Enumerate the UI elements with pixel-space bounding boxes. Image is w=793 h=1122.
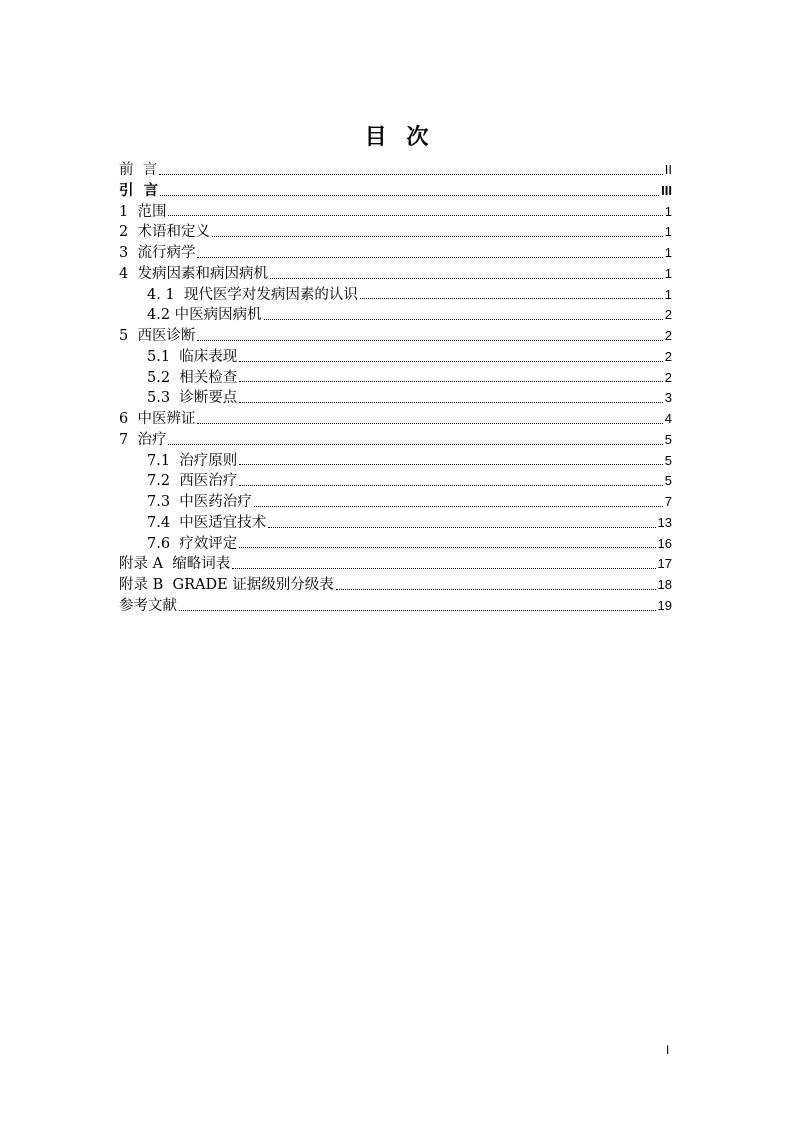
toc-entry-page: 17 xyxy=(657,556,672,572)
dot-leader xyxy=(232,554,655,569)
table-of-contents xyxy=(119,160,672,617)
dot-leader xyxy=(239,471,662,486)
toc-entry-page: 7 xyxy=(664,494,672,509)
footer-page-number: I xyxy=(666,1043,670,1057)
toc-entry-label: 参考文献 xyxy=(119,597,177,614)
toc-entry-label: 5.2 相关检查 xyxy=(147,369,238,386)
toc-entry-label: 7.2 西医治疗 xyxy=(147,473,238,490)
toc-entry-label: 4.2 中医病因病机 xyxy=(147,307,262,324)
toc-entry-4-2[interactable] xyxy=(119,305,672,326)
toc-entry-page: 5 xyxy=(664,452,672,468)
toc-entry-label: 7.3 中医药治疗 xyxy=(147,494,252,510)
dot-leader xyxy=(264,305,663,320)
toc-entry-tcm-syndrome[interactable] xyxy=(119,409,672,430)
toc-entry-label: 7.4 中医适宜技术 xyxy=(147,514,267,531)
dot-leader xyxy=(197,243,662,258)
toc-entry-label: 5 西医诊断 xyxy=(119,328,196,344)
toc-entry-7-1[interactable] xyxy=(119,451,672,472)
dot-leader xyxy=(270,264,663,279)
toc-entry-label: 2 术语和定义 xyxy=(119,224,210,241)
toc-entry-page: 1 xyxy=(664,265,672,281)
toc-entry-appendix-a[interactable] xyxy=(119,554,672,575)
toc-entry-epidemiology[interactable] xyxy=(119,243,672,264)
toc-entry-page: 4 xyxy=(664,411,672,426)
toc-entry-7-4[interactable] xyxy=(119,513,672,534)
toc-entry-page: 2 xyxy=(664,348,672,364)
toc-entry-page: 1 xyxy=(664,224,672,240)
toc-entry-references[interactable] xyxy=(119,596,672,617)
toc-entry-page: 2 xyxy=(664,328,672,343)
page-title: 目 次 xyxy=(364,125,429,150)
dot-leader xyxy=(160,181,659,196)
toc-entry-western-diagnosis[interactable] xyxy=(119,326,672,347)
dot-leader xyxy=(179,596,656,611)
toc-entry-7-2[interactable] xyxy=(119,471,672,492)
toc-entry-label: 1 范围 xyxy=(119,203,167,220)
toc-entry-label: 引 言 xyxy=(119,181,159,199)
toc-entry-5-1[interactable] xyxy=(119,347,672,368)
toc-entry-appendix-b[interactable] xyxy=(119,575,672,596)
toc-entry-7-3[interactable] xyxy=(119,492,672,513)
toc-entry-label: 5.3 诊断要点 xyxy=(147,390,238,407)
toc-entry-scope[interactable] xyxy=(119,202,672,223)
dot-leader xyxy=(239,368,662,383)
dot-leader xyxy=(197,409,662,424)
dot-leader xyxy=(159,160,663,175)
dot-leader xyxy=(168,202,662,217)
toc-entry-page: 1 xyxy=(664,286,672,302)
toc-entry-etiology[interactable] xyxy=(119,264,672,285)
toc-entry-page: 5 xyxy=(664,431,672,447)
toc-entry-page: 5 xyxy=(664,473,672,489)
toc-entry-label: 附录 B GRADE 证据级别分级表 xyxy=(119,577,334,593)
dot-leader xyxy=(212,222,663,237)
toc-entry-page: 3 xyxy=(664,390,672,406)
toc-entry-page: III xyxy=(661,182,672,198)
toc-entry-label: 附录 A 缩略词表 xyxy=(119,556,231,573)
toc-entry-label: 5.1 临床表现 xyxy=(147,348,238,365)
dot-leader xyxy=(268,513,655,528)
toc-entry-page: 19 xyxy=(657,597,672,613)
dot-leader xyxy=(239,534,655,549)
toc-entry-page: 18 xyxy=(657,577,672,592)
dot-leader xyxy=(254,492,663,507)
toc-entry-5-3[interactable] xyxy=(119,388,672,409)
toc-entry-page: 1 xyxy=(664,245,672,260)
toc-entry-label: 4. 1 现代医学对发病因素的认识 xyxy=(147,286,358,303)
toc-entry-label: 7.1 治疗原则 xyxy=(147,452,238,469)
dot-leader xyxy=(336,575,656,590)
toc-entry-7-6[interactable] xyxy=(119,534,672,555)
toc-entry-page: 16 xyxy=(657,535,672,551)
dot-leader xyxy=(360,285,663,300)
dot-leader xyxy=(168,430,662,445)
toc-entry-terms[interactable] xyxy=(119,222,672,243)
toc-entry-5-2[interactable] xyxy=(119,368,672,389)
toc-entry-label: 4 发病因素和病因病机 xyxy=(119,265,268,282)
toc-entry-label: 7.6 疗效评定 xyxy=(147,535,238,552)
toc-entry-label: 6 中医辨证 xyxy=(119,411,196,427)
toc-entry-page: 1 xyxy=(664,203,672,219)
toc-entry-foreword[interactable] xyxy=(119,160,672,181)
toc-entry-page: 2 xyxy=(664,307,672,323)
toc-entry-introduction[interactable] xyxy=(119,181,672,202)
toc-entry-page: 13 xyxy=(657,514,672,530)
dot-leader xyxy=(239,388,662,403)
toc-entry-4-1[interactable] xyxy=(119,285,672,306)
toc-entry-label: 3 流行病学 xyxy=(119,245,196,261)
dot-leader xyxy=(197,326,662,341)
dot-leader xyxy=(239,451,662,466)
toc-entry-label: 前 言 xyxy=(119,162,158,178)
toc-entry-page: 2 xyxy=(664,369,672,385)
dot-leader xyxy=(239,347,662,362)
toc-entry-label: 7 治疗 xyxy=(119,431,167,448)
toc-entry-treatment[interactable] xyxy=(119,430,672,451)
toc-entry-page: II xyxy=(664,162,672,177)
